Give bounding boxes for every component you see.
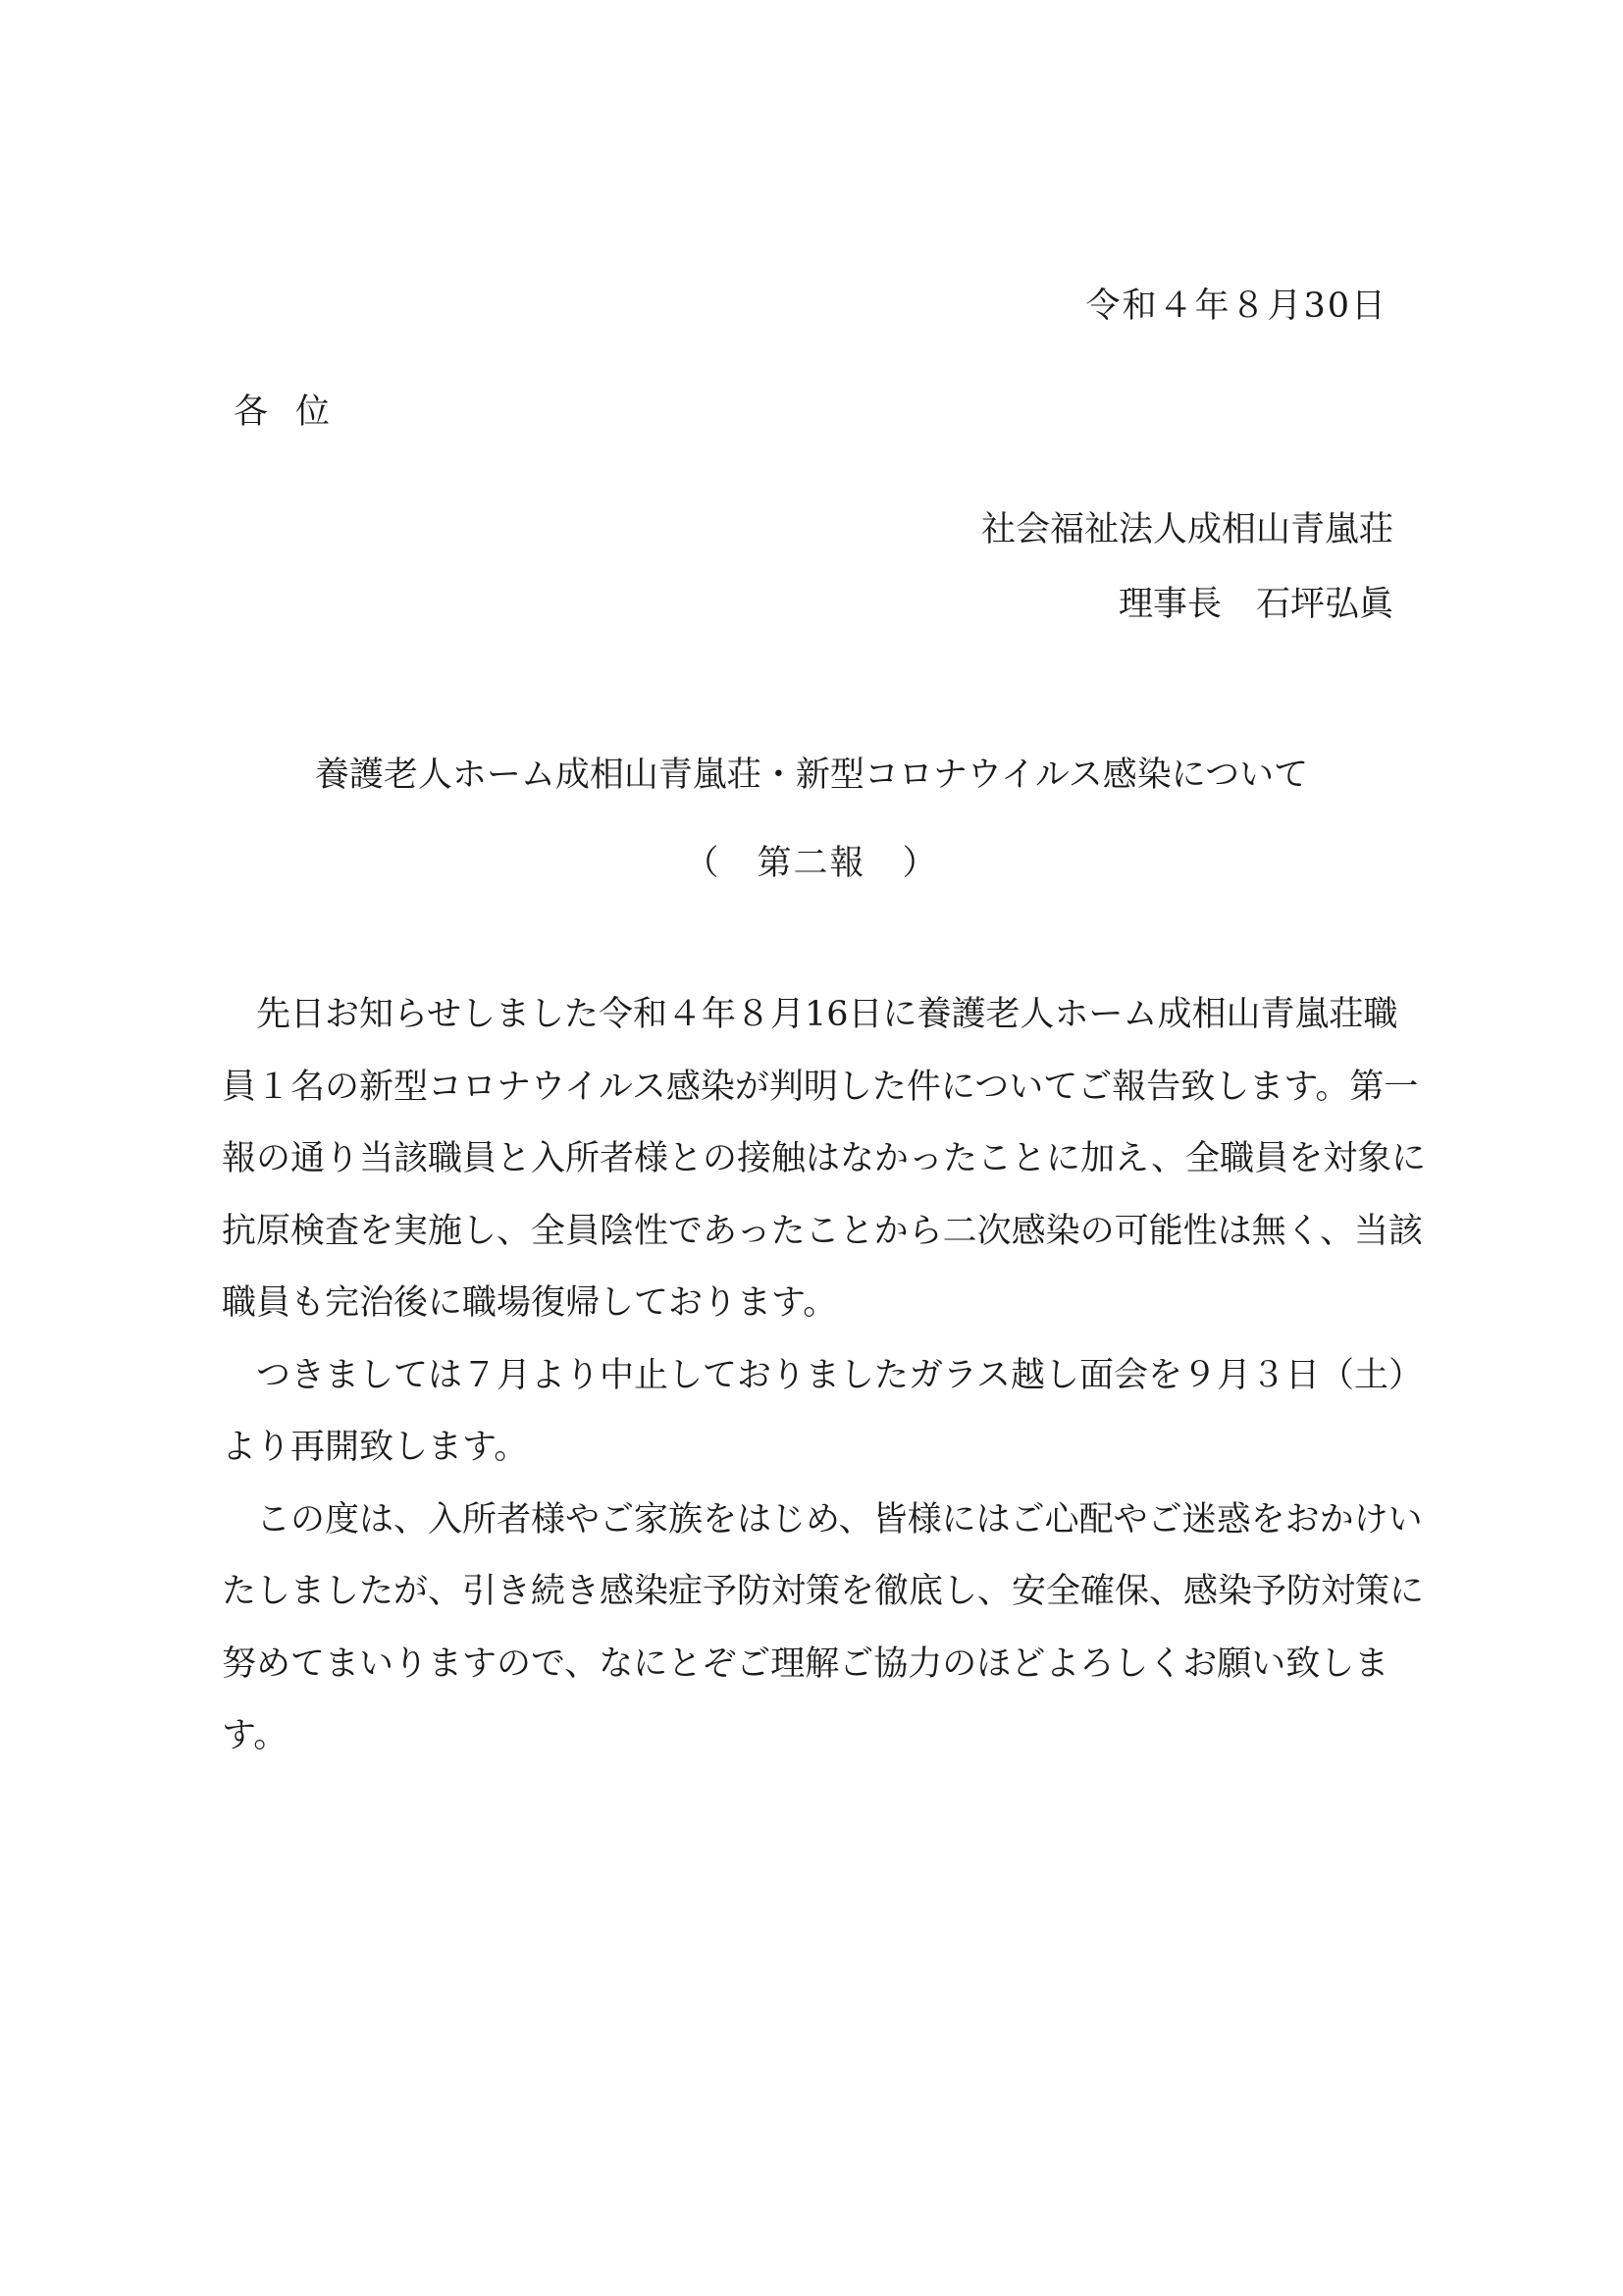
body-line: 抗原検査を実施し、全員陰性であったことから二次感染の可能性は無く、当該 — [222, 1211, 1423, 1251]
body-line: 努めてまいりますので、なにとぞご理解ご協力のほどよろしくお願い致しま — [222, 1644, 1389, 1684]
body-text — [222, 979, 1427, 1773]
body-line: 職員も完治後に職場復帰しております。 — [222, 1283, 838, 1323]
body-line: たしましたが、引き続き感染症予防対策を徹底し、安全確保、感染予防対策に — [222, 1572, 1425, 1611]
body-line: 員１名の新型コロナウイルス感染が判明した件についてご報告致します。第一 — [222, 1067, 1419, 1107]
sender-organization: 社会福祉法人成相山青嵐荘 — [980, 510, 1393, 549]
document-subtitle: （ 第二報 ） — [684, 844, 939, 883]
body-line: つきましては７月より中止しておりましたガラス越し面会を９月３日（土） — [222, 1355, 1423, 1395]
addressee: 各位 — [234, 392, 358, 432]
document-title: 養護老人ホーム成相山青嵐荘・新型コロナウイルス感染について — [314, 756, 1309, 795]
sender-name: 理事長 石坪弘眞 — [1118, 585, 1393, 624]
document-date: 令和４年８月30日 — [1085, 287, 1387, 326]
body-line: より再開致します。 — [222, 1428, 529, 1467]
body-line: 先日お知らせしました令和４年８月16日に養護老人ホーム成相山青嵐荘職 — [222, 995, 1398, 1034]
body-line: 報の通り当該職員と入所者様との接触はなかったことに加え、全職員を対象に — [222, 1139, 1427, 1178]
body-line: す。 — [222, 1716, 288, 1755]
body-line: この度は、入所者様やご家族をはじめ、皆様にはご心配やご迷惑をおかけい — [222, 1499, 1423, 1539]
